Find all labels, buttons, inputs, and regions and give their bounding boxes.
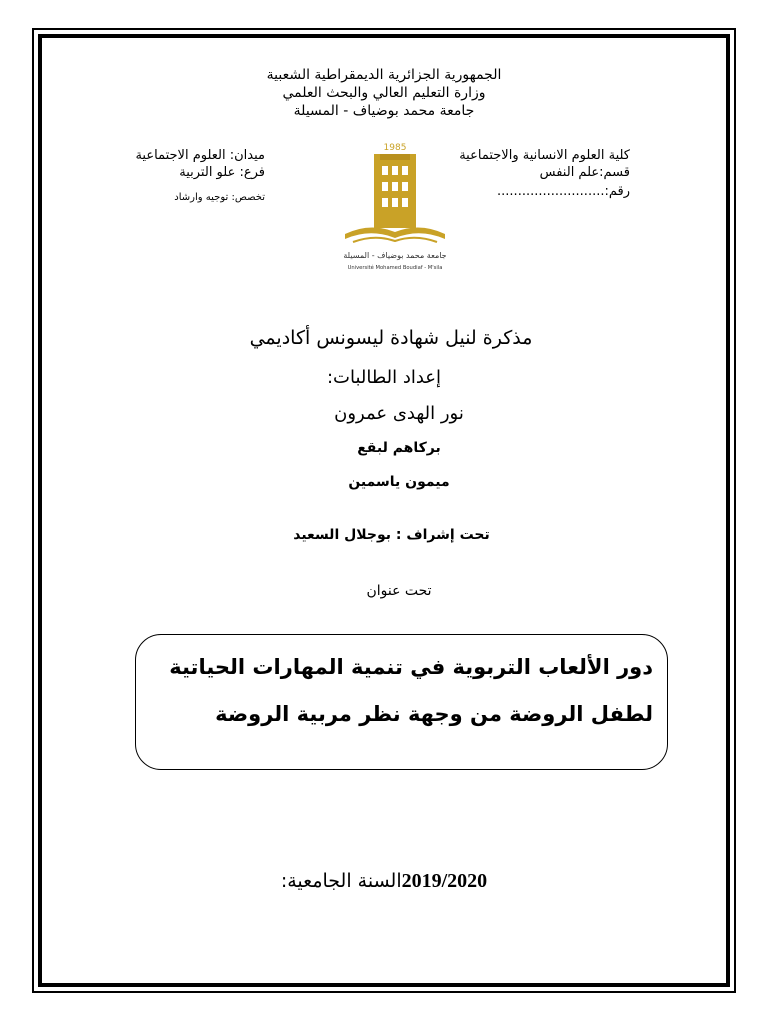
under-title-label: تحت عنوان (366, 583, 432, 599)
header-republic: الجمهورية الجزائرية الديمقراطية الشعبية (266, 67, 502, 83)
department-label: قسم:علم النفس (539, 165, 630, 180)
header-ministry: وزارة التعليم العالي والبحث العلمي (282, 85, 486, 101)
thesis-title-line-2: لطفل الروضة من وجهة نظر مربية الروضة (215, 702, 653, 726)
academic-year-label: السنة الجامعية: (280, 870, 402, 892)
prepared-by-label: إعداد الطالبات: (326, 367, 442, 388)
specialty-label: تخصص: توجيه وارشاد (174, 192, 265, 203)
student-name-2: بركاهم لبقع (357, 440, 441, 456)
university-logo (335, 140, 455, 274)
logo-name-ar: جامعة محمد بوضياف - المسيلة (343, 251, 447, 260)
logo-year: 1985 (383, 143, 407, 153)
logo-name-fr: Université Mohamed Boudiaf - M'sila (347, 265, 443, 271)
academic-year-value: 2019/2020 (401, 870, 488, 892)
branch-label: فرع: علو التربية (179, 165, 265, 180)
faculty-label: كلية العلوم الانسانية والاجتماعية (459, 148, 630, 163)
field-label: ميدان: العلوم الاجتماعية (135, 148, 265, 163)
memo-title: مذكرة لنيل شهادة ليسونس أكاديمي (249, 327, 533, 349)
university-emblem-icon (335, 140, 455, 274)
header-university: جامعة محمد بوضياف - المسيلة (293, 103, 475, 119)
student-name-3: ميمون ياسمين (348, 474, 450, 490)
thesis-title-box (135, 634, 668, 770)
supervisor-line: تحت إشراف : بوجلال السعيد (293, 527, 490, 543)
thesis-title-line-1: دور الألعاب التربوية في تنمية المهارات الحياتية (169, 655, 653, 679)
academic-year (0, 870, 768, 893)
student-name-1: نور الهدى عمرون (334, 403, 464, 424)
number-label: رقم:.......................... (497, 184, 630, 199)
